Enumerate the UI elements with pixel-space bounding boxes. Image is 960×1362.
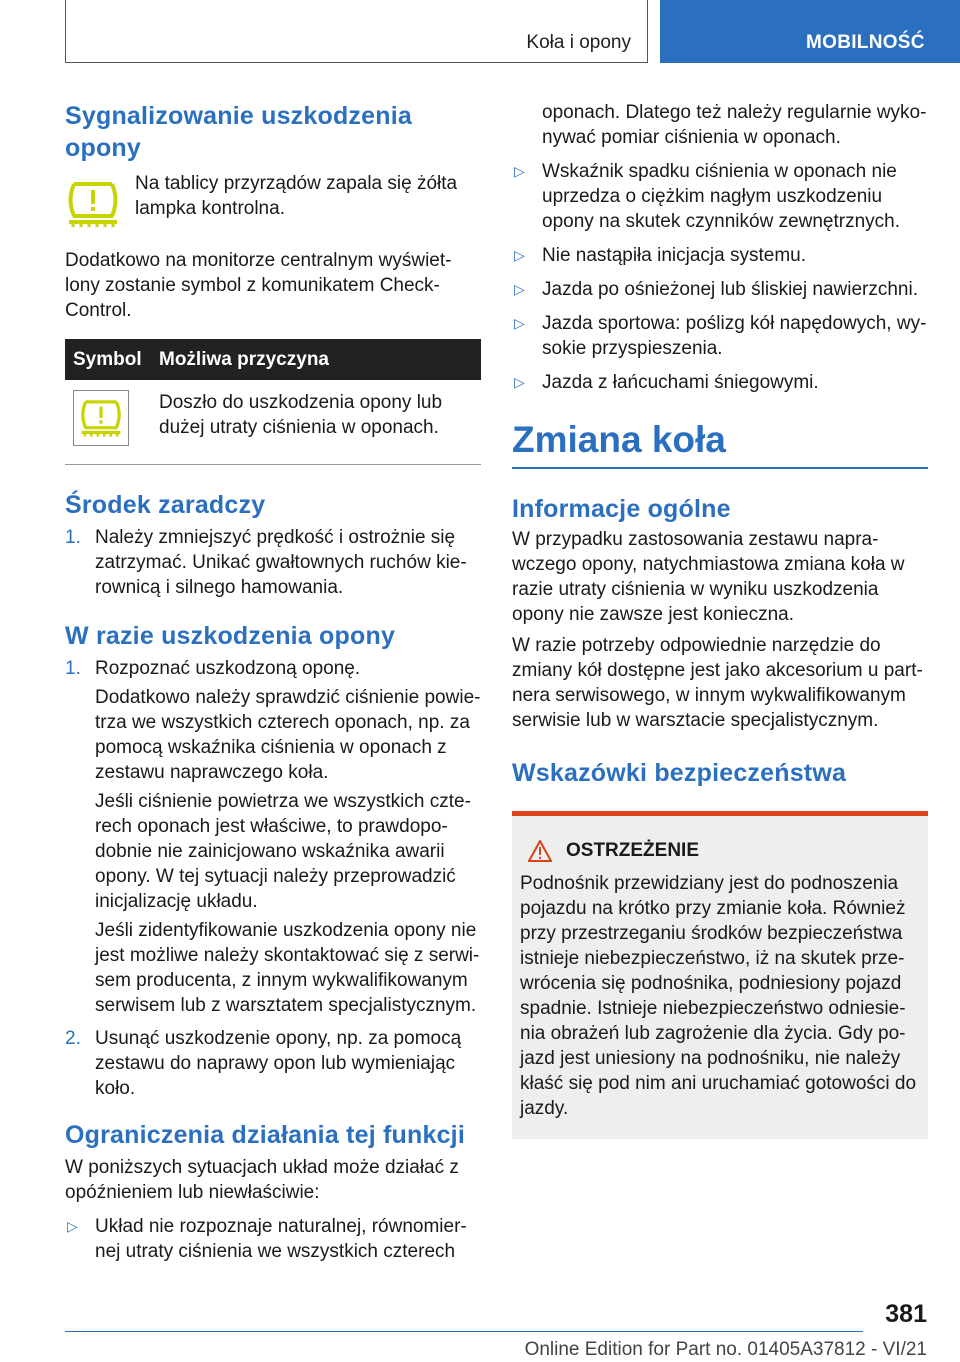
list-item-text: Jazda po ośnieżonej lub śliskiej nawierzchni.: [542, 279, 918, 300]
left-column: [65, 100, 481, 1264]
tire-pressure-symbol-icon: [73, 390, 129, 446]
step-text: Należy zmniejszyć prędkość i ostrożnie się zatrzymać. Unikać gwałtownych ruchów kie-rownicą i silnego hamowania.: [95, 527, 467, 598]
table-divider: [65, 464, 481, 465]
heading-remedy: Środek zaradczy: [65, 491, 266, 519]
list-item-text: Nie nastąpiła inicjacja systemu.: [542, 245, 807, 266]
symbol-table-header-symbol: Symbol: [65, 339, 151, 380]
heading-general-info: Informacje ogólne: [512, 495, 731, 523]
warning-triangle-icon: [528, 840, 552, 862]
heading-underline: [512, 467, 928, 469]
heading-wheel-change: Zmiana koła: [512, 419, 726, 460]
general-paragraph-1: W przypadku zastosowania zestawu napra-wczego opony, natychmiastowa zmiana koła w razie utraty ciśnienia w wyniku uszkodzenia opony nie zawsze jest konieczna.: [512, 529, 905, 625]
page-number: 381: [885, 1300, 927, 1328]
step-subparagraph: Jeśli zidentyfikowanie uszkodzenia opony nie jest możliwe należy skontaktować się z serwi-sem producenta, z innym wykwalifikowanym serwisem lub z warsztatem specjalistycznym.: [95, 920, 480, 1016]
list-item: [512, 159, 928, 234]
triangle-bullet-icon: ▷: [514, 315, 525, 331]
list-item: [512, 243, 928, 268]
list-item: [65, 1214, 481, 1264]
footer-edition: Online Edition for Part no. 01405A37812 - VI/21: [524, 1339, 927, 1360]
remedy-steps: [65, 525, 481, 600]
step-subparagraph: Jeśli ciśnienie powietrza we wszystkich czte-rech oponach jest właściwe, to prawdopo-dobnie nie zainicjowano wskaźnika awarii opony. W tej sytuacji należy przeprowadzić inicjalizację układu.: [95, 791, 471, 912]
triangle-bullet-icon: ▷: [514, 163, 525, 179]
triangle-bullet-icon: ▷: [514, 374, 525, 390]
header-section-title: Koła i opony: [526, 32, 631, 53]
limits-list: [512, 159, 928, 395]
triangle-bullet-icon: ▷: [67, 1218, 78, 1234]
list-item: [65, 656, 481, 1018]
warning-header: [528, 838, 918, 863]
warning-title: OSTRZEŻENIE: [566, 840, 700, 861]
heading-function-limits: Ograniczenia działania tej funkcji: [65, 1121, 465, 1149]
step-number: 1.: [65, 658, 81, 679]
symbol-table: [65, 339, 481, 460]
list-item-text: Wskaźnik spadku ciśnienia w oponach nie uprzedza o ciężkim nagłym uszkodzeniu opony na skutek czynników zewnętrznych.: [542, 161, 901, 232]
symbol-table-cause-text: Doszło do uszkodzenia opony lub dużej utraty ciśnienia w oponach.: [159, 392, 443, 438]
right-column: [512, 100, 928, 1139]
limits-intro: W poniższych sytuacjach układ może działać z opóźnieniem lub niewłaściwie:: [65, 1157, 459, 1203]
header-chapter-tab: [660, 0, 960, 63]
list-item-text: Jazda sportowa: poślizg kół napędowych, wy-sokie przyspieszenia.: [542, 313, 927, 359]
triangle-bullet-icon: ▷: [514, 281, 525, 297]
triangle-bullet-icon: ▷: [514, 247, 525, 263]
paragraph-check-control: Dodatkowo na monitorze centralnym wyświet-lony zostanie symbol z komunikatem Check-Control.: [65, 250, 452, 321]
list-item: [512, 370, 928, 395]
step-number: 1.: [65, 527, 81, 548]
general-paragraph-2: W razie potrzeby odpowiednie narzędzie do zmiany kół dostępne jest jako akcesorium u part-nera serwisowego, w innym wykwalifikowanym serwisie lub w warsztacie specjalistycznym.: [512, 635, 923, 731]
table-row: [65, 380, 481, 460]
heading-safety: Wskazówki bezpieczeństwa: [512, 759, 847, 787]
list-item: [512, 311, 928, 361]
step-text: Usunąć uszkodzenie opony, np. za pomocą zestawu do naprawy opon lub wymieniając koło.: [95, 1028, 462, 1099]
indicator-lamp-text: Na tablicy przyrządów zapala się żółta lampka kontrolna.: [135, 173, 458, 219]
header-section-box: [65, 0, 648, 63]
indicator-lamp-row: [65, 173, 481, 232]
tire-pressure-warning-icon: [65, 176, 121, 232]
heading-tire-damage: W razie uszkodzenia opony: [65, 622, 396, 650]
list-item: [512, 277, 928, 302]
list-item: [65, 1026, 481, 1101]
step-number: 2.: [65, 1028, 81, 1049]
damage-steps: [65, 656, 481, 1101]
symbol-table-header-cause: Możliwa przyczyna: [151, 339, 481, 380]
heading-tire-damage-signal: Sygnalizowanie uszkodzenia opony: [65, 102, 412, 162]
warning-box: [512, 811, 928, 1139]
warning-text: Podnośnik przewidziany jest do podnoszenia pojazdu na krótko przy zmianie koła. Również przy przestrzeganiu środków bezpieczeństwa istnieje niebezpieczeństwo, iż na skutek prze-wrócenia się podnośnika, podniesiony pojazd spadnie. Istnieje niebezpieczeństwo odniesie-nia obrażeń lub zagrożenie dla życia. Gdy po-jazd jest uniesiony na podnośniku, nie należy kłaść się pod nim ani uruchamiać gotowości do jazdy.: [520, 873, 917, 1119]
header-chapter-title: MOBILNOŚĆ: [806, 32, 925, 53]
list-item: [65, 525, 481, 600]
limits-list-start: [65, 1214, 481, 1264]
step-text: Rozpoznać uszkodzoną oponę.: [95, 658, 361, 679]
footer-rule: [65, 1331, 863, 1332]
limits-continuation: oponach. Dlatego też należy regularnie wyko-nywać pomiar ciśnienia w oponach.: [542, 102, 927, 148]
step-subparagraph: Dodatkowo należy sprawdzić ciśnienie powie-trza we wszystkich czterech oponach, np. za pomocą wskaźnika ciśnienia w oponach z zestawu naprawczego koła.: [95, 687, 481, 783]
list-item-text: Układ nie rozpoznaje naturalnej, równomier-nej utraty ciśnienia we wszystkich czterech: [95, 1216, 467, 1262]
list-item-text: Jazda z łańcuchami śniegowymi.: [542, 372, 819, 393]
